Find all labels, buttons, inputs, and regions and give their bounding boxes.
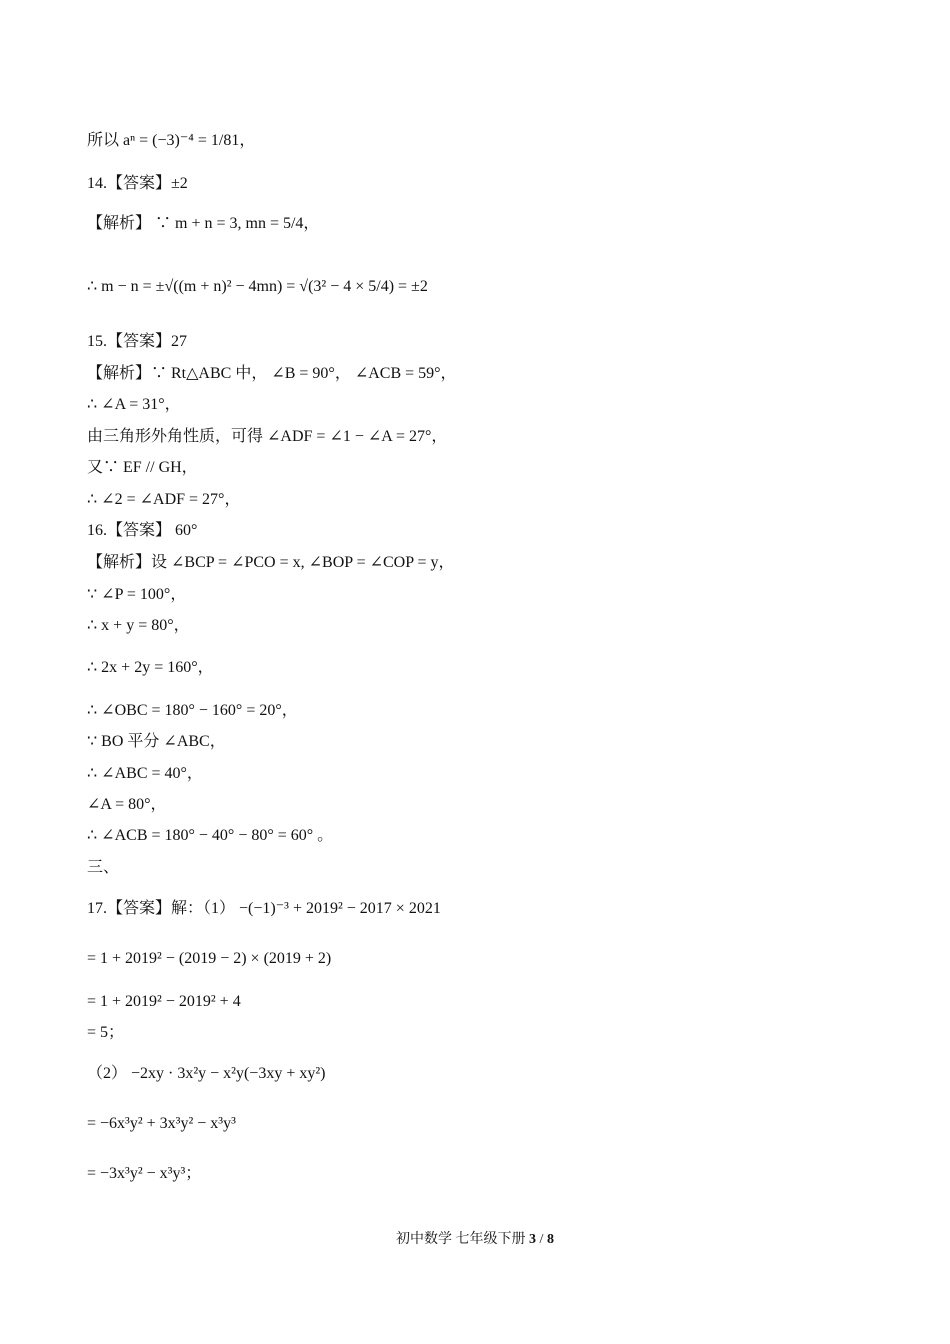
footer-subject: 初中数学 七年级下册: [396, 1232, 526, 1247]
analysis-line: 【解析】 ∵ m + n = 3, mn = 5/4，: [87, 215, 320, 232]
answer-heading: 15.【答案】27: [87, 333, 188, 350]
text-line: ∴ ∠ACB = 180° − 40° − 80° = 60° 。: [87, 827, 334, 844]
text-line: ∴ ∠A = 31°，: [87, 396, 181, 413]
answer-heading: 16.【答案】 60°: [87, 522, 198, 539]
text-line: ∴ x + y = 80°，: [87, 617, 190, 634]
analysis-line: 【解析】设 ∠BCP = ∠PCO = x, ∠BOP = ∠COP = y，: [87, 554, 455, 571]
section-heading: 三、: [87, 859, 120, 876]
footer-page-number: 3: [529, 1232, 537, 1247]
text-line: ∴ ∠ABC = 40°，: [87, 765, 203, 782]
text-line: = −3x³y² − x³y³；: [87, 1165, 202, 1182]
text-line: （2） −2xy · 3x²y − x²y(−3xy + xy²): [87, 1065, 326, 1082]
text-line: ∵ BO 平分 ∠ABC，: [87, 733, 226, 750]
text-line: ∴ m − n = ±√((m + n)² − 4mn) = √(3² − 4 × 5/4) = ±2: [87, 278, 428, 295]
footer-page-total: 8: [546, 1232, 554, 1247]
text-line: ∵ ∠P = 100°，: [87, 586, 187, 603]
text-line: = 1 + 2019² − (2019 − 2) × (2019 + 2): [87, 950, 332, 967]
text-line: ∠A = 80°，: [87, 796, 167, 813]
answer-heading: 14.【答案】±2: [87, 175, 188, 192]
text-line: ∴ 2x + 2y = 160°，: [87, 659, 214, 676]
text-line: = 5；: [87, 1024, 125, 1041]
text-line: ∴ ∠2 = ∠ADF = 27°，: [87, 491, 241, 508]
footer-separator: /: [539, 1232, 544, 1247]
text-line: = −6x³y² + 3x³y² − x³y³: [87, 1115, 236, 1132]
text-line: = 1 + 2019² − 2019² + 4: [87, 993, 241, 1010]
text-line: 由三角形外角性质，可得 ∠ADF = ∠1 − ∠A = 27°，: [87, 428, 448, 445]
text-line: ∴ ∠OBC = 180° − 160° = 20°，: [87, 702, 298, 719]
answer-heading: 17.【答案】解：（1） −(−1)⁻³ + 2019² − 2017 × 2021: [87, 900, 441, 917]
analysis-line: 【解析】∵ Rt△ABC 中， ∠B = 90°， ∠ACB = 59°，: [87, 365, 457, 382]
text-line: 所以 aⁿ = (−3)⁻⁴ = 1/81，: [87, 132, 256, 149]
text-line: 又∵ EF // GH，: [87, 459, 198, 476]
page-footer: [0, 1228, 950, 1248]
